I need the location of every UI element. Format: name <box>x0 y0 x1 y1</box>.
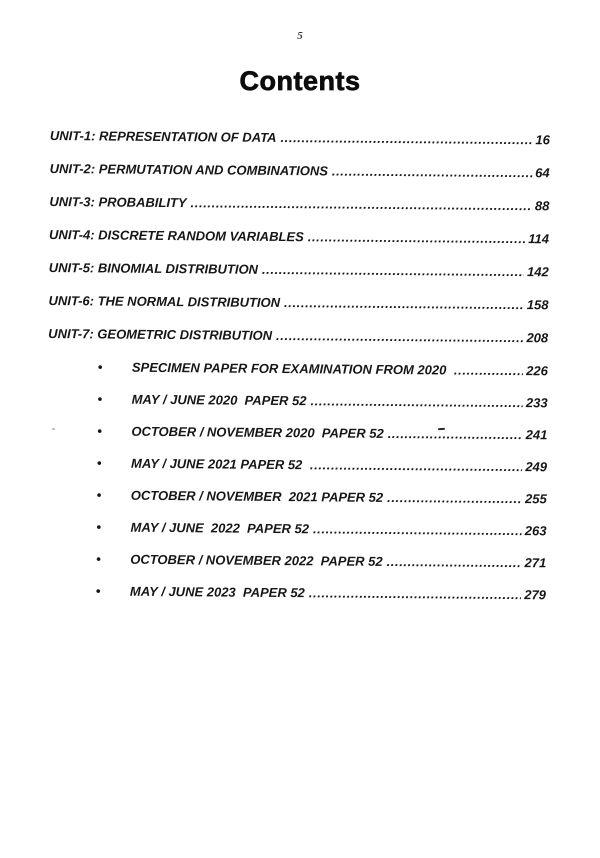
toc-entry <box>48 294 548 311</box>
dot-leader <box>191 196 532 212</box>
toc-entry-label: OCTOBER / NOVEMBER 2020 PAPER 52 <box>131 423 384 441</box>
toc-entry-page: 249 <box>525 459 548 475</box>
toc-entry <box>49 228 549 245</box>
toc-entry-label: UNIT-7: GEOMETRIC DISTRIBUTION <box>48 325 273 343</box>
dot-leader <box>313 522 522 537</box>
toc-entry <box>46 584 546 601</box>
toc-entry-label: SPECIMEN PAPER FOR EXAMINATION FROM 2020 <box>131 359 451 378</box>
toc-entry-page: 88 <box>534 198 550 214</box>
dot-leader <box>332 164 532 179</box>
toc-entry-label: UNIT-2: PERMUTATION AND COMBINATIONS <box>49 160 328 179</box>
toc-entry <box>48 327 548 344</box>
page-title: Contents <box>239 66 361 96</box>
bullet-icon: • <box>96 551 101 567</box>
toc-entry-label: UNIT-5: BINOMIAL DISTRIBUTION <box>48 259 259 277</box>
toc-entry-page: 263 <box>524 523 547 539</box>
toc-entry-page: 114 <box>528 231 550 247</box>
toc-entry-label: UNIT-1: REPRESENTATION OF DATA <box>49 128 277 145</box>
dot-leader <box>284 296 524 311</box>
toc-entry-page: 233 <box>525 395 548 411</box>
toc-entry-label: MAY / JUNE 2023 PAPER 52 <box>129 583 305 601</box>
toc-entry-page: 208 <box>526 330 549 346</box>
table-of-contents <box>46 129 550 620</box>
toc-entry <box>48 392 548 409</box>
toc-entry <box>47 424 547 441</box>
dot-leader <box>388 427 523 441</box>
toc-entry-page: 279 <box>524 587 547 603</box>
dot-leader <box>276 329 524 344</box>
toc-entry-page: 158 <box>526 297 549 313</box>
toc-entry <box>46 520 546 537</box>
dot-leader <box>262 263 524 278</box>
toc-entry <box>50 129 550 146</box>
dot-leader <box>308 230 526 245</box>
toc-entry-page: 64 <box>535 165 550 181</box>
toc-entry-page: 241 <box>525 427 548 443</box>
toc-entry-label: MAY / JUNE 2020 PAPER 52 <box>131 391 307 409</box>
dot-leader <box>310 394 523 409</box>
toc-entry-page: 142 <box>527 264 549 280</box>
toc-entry-page: 226 <box>526 363 548 379</box>
toc-entry <box>49 261 549 278</box>
paper-list <box>46 360 548 601</box>
toc-entry-label: UNIT-6: THE NORMAL DISTRIBUTION <box>48 292 281 311</box>
dot-leader <box>387 491 522 505</box>
toc-entry <box>47 488 547 505</box>
bullet-icon: • <box>96 519 102 535</box>
bullet-icon: • <box>97 359 103 375</box>
dot-leader <box>310 458 523 473</box>
dot-leader <box>309 586 522 601</box>
toc-entry <box>49 195 549 212</box>
toc-entry-page: 16 <box>535 132 550 148</box>
dot-leader <box>280 131 532 146</box>
page-number: 5 <box>297 30 303 42</box>
bullet-icon: • <box>96 487 102 503</box>
toc-entry-label: MAY / JUNE 2021 PAPER 52 <box>131 455 307 473</box>
bullet-icon: • <box>97 455 102 471</box>
toc-entry-label: OCTOBER / NOVEMBER 2021 PAPER 52 <box>130 487 384 505</box>
dot-leader <box>454 364 523 378</box>
bullet-icon: • <box>97 391 103 407</box>
bullet-icon: • <box>97 423 102 439</box>
toc-entry-page: 255 <box>525 491 547 507</box>
toc-entry-label: MAY / JUNE 2022 PAPER 52 <box>130 519 310 537</box>
toc-entry-label: OCTOBER / NOVEMBER 2022 PAPER 52 <box>130 551 383 569</box>
toc-entry <box>50 162 550 179</box>
toc-entry <box>47 456 547 473</box>
toc-entry-label: UNIT-4: DISCRETE RANDOM VARIABLES <box>49 226 304 245</box>
scan-artifact-speck <box>52 428 55 430</box>
unit-list <box>48 129 550 344</box>
dot-leader <box>387 555 522 569</box>
toc-entry <box>46 552 546 569</box>
toc-entry <box>48 360 548 377</box>
bullet-icon: • <box>95 583 101 599</box>
toc-entry-page: 271 <box>524 555 547 571</box>
toc-entry-label: UNIT-3: PROBABILITY <box>49 193 187 211</box>
